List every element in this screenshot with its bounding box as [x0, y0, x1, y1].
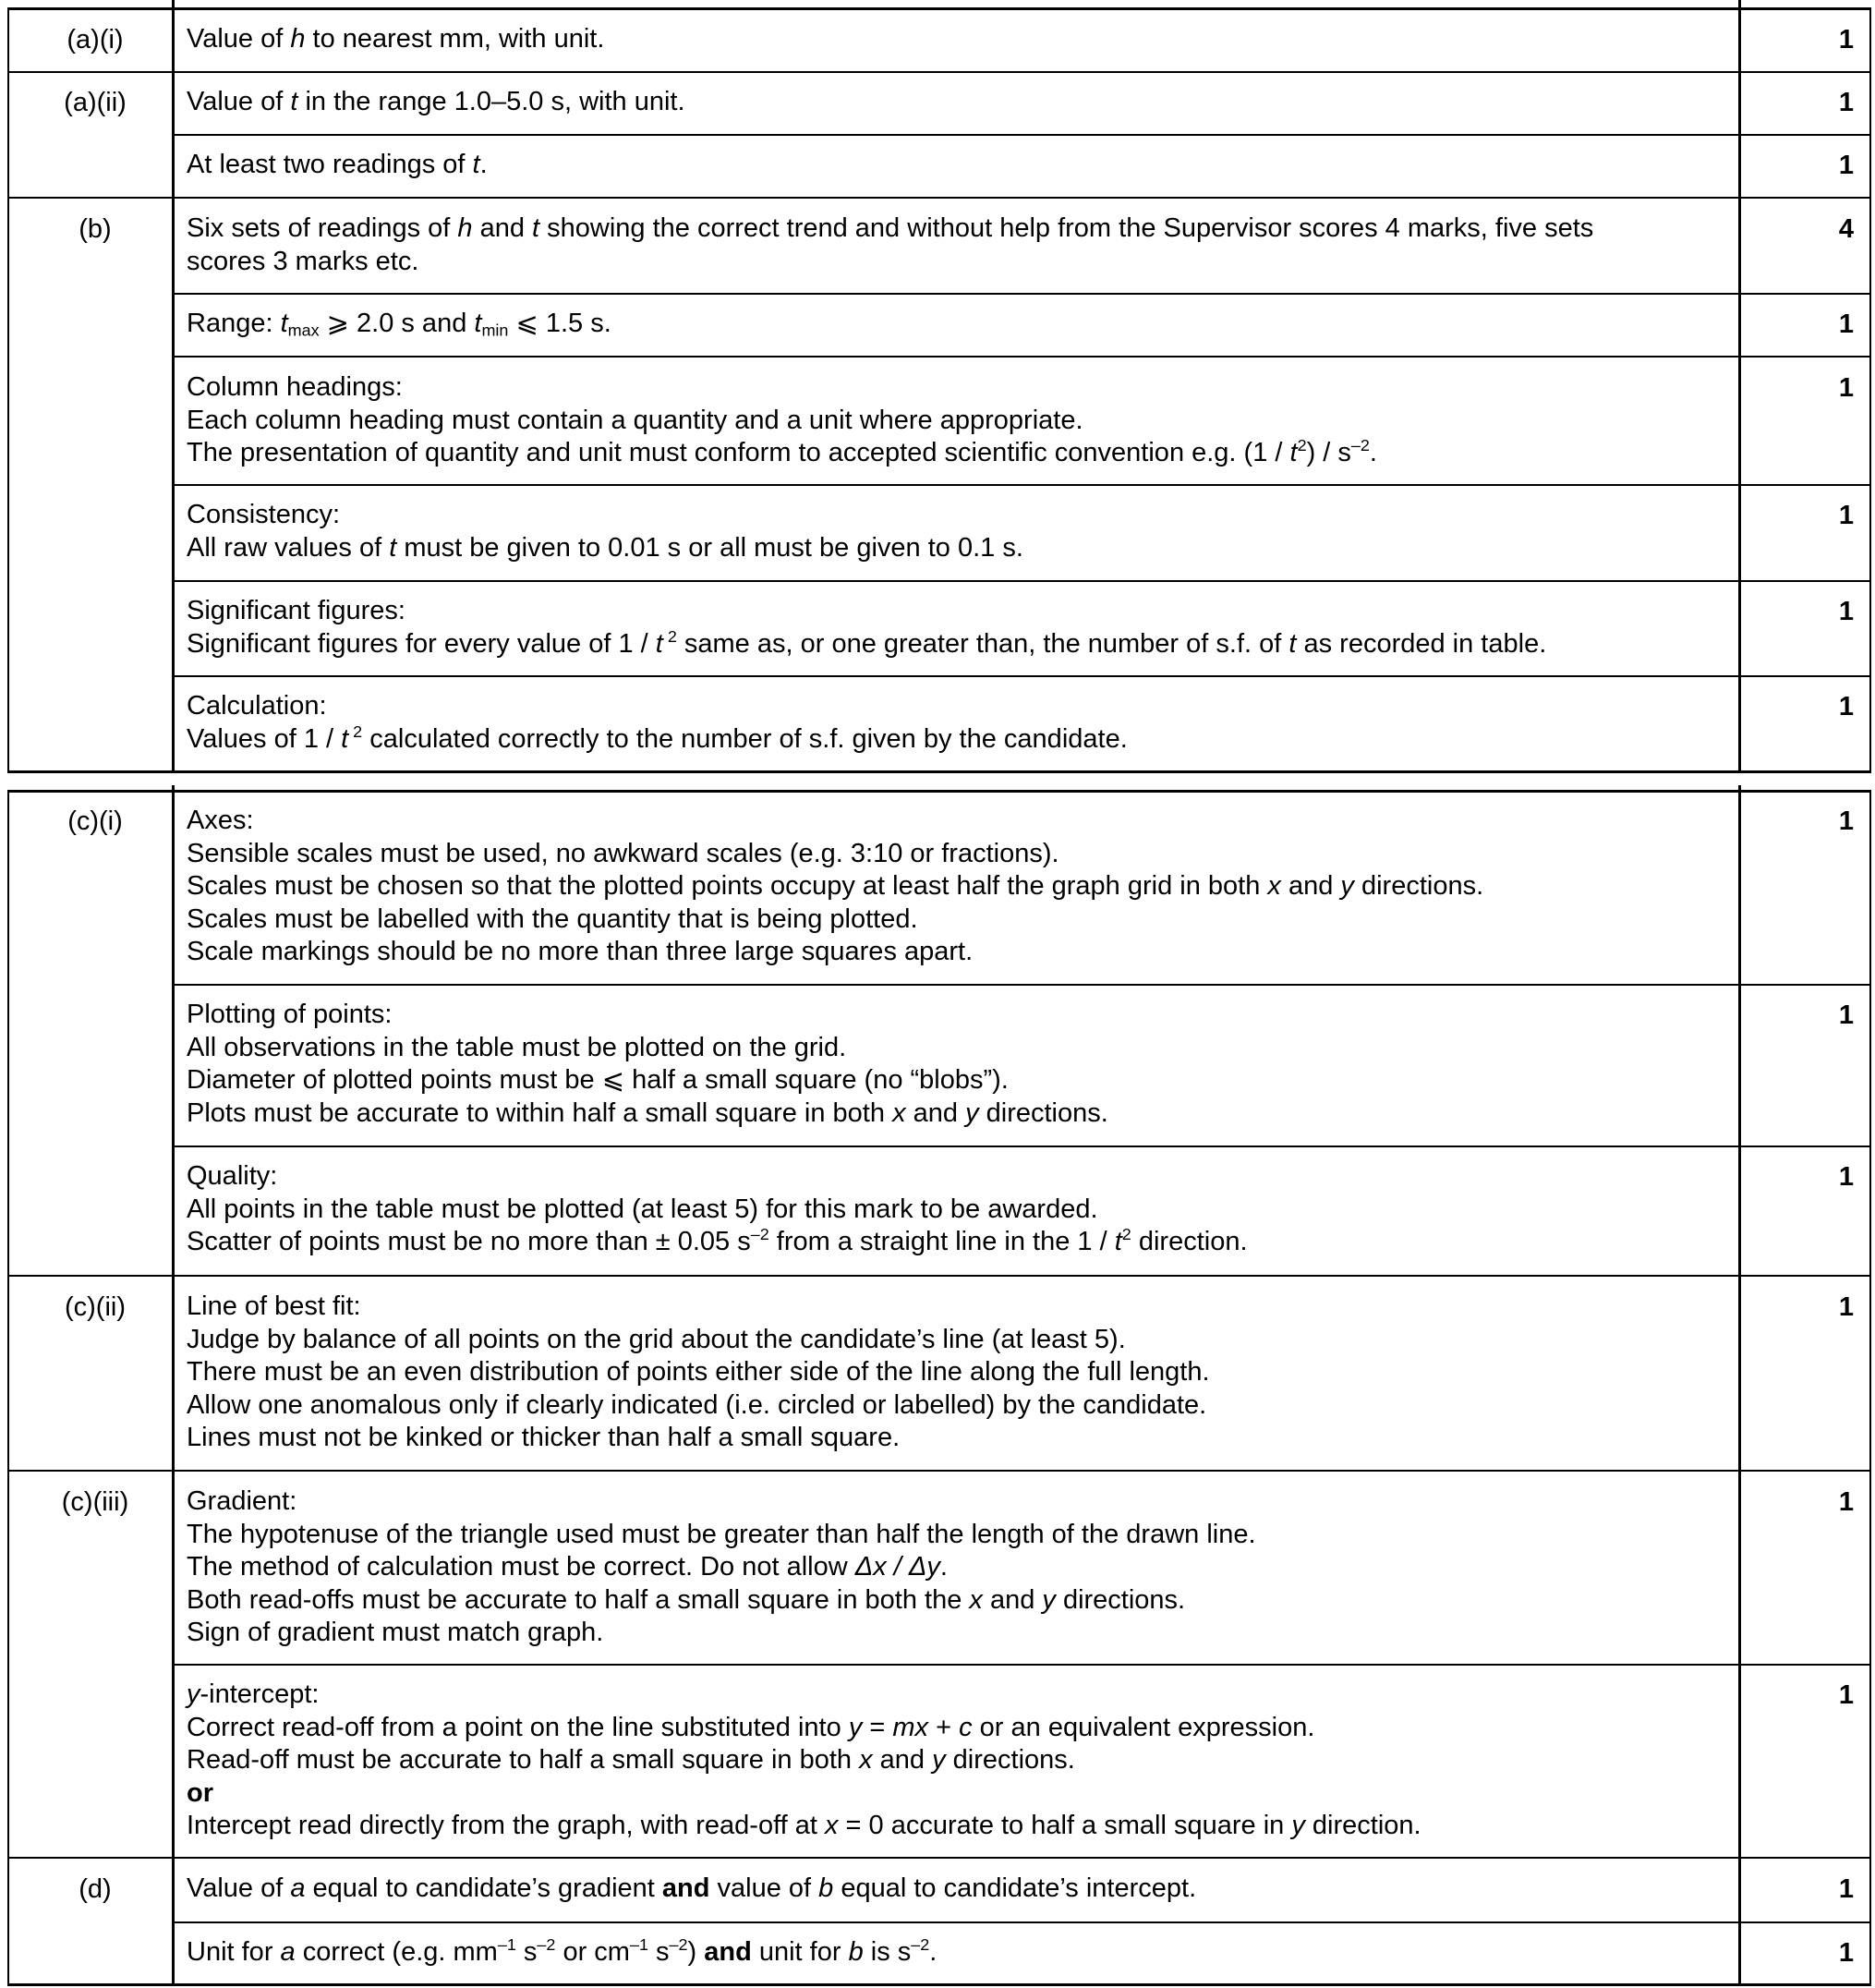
text: ) — [687, 1937, 705, 1967]
text: The presentation of quantity and unit must conform to accepted scientific convention e.g. (1 / — [187, 438, 1290, 467]
text: directions. — [978, 1097, 1108, 1128]
criterion-text — [187, 1291, 1720, 1455]
text: direction. — [1304, 1811, 1421, 1840]
rule — [7, 1470, 1871, 1472]
text: Significant figures for every value of 1 / — [187, 628, 656, 659]
text-line: Significant figures: — [187, 596, 405, 625]
text: Scatter of points must be no more than ± 0.05 s — [187, 1227, 751, 1256]
text: a — [280, 1937, 296, 1967]
mark-value: 1 — [1838, 1680, 1854, 1710]
text: –2 — [911, 1935, 930, 1955]
text: y — [932, 1745, 946, 1775]
text: b — [818, 1873, 834, 1903]
mark-value: 1 — [1838, 1292, 1854, 1322]
text-line — [187, 1097, 1720, 1131]
text: and — [905, 1097, 966, 1128]
criterion-text — [187, 805, 1720, 969]
criterion-text — [187, 1873, 1720, 1906]
rule — [174, 1921, 1871, 1923]
text: Δx / Δy — [854, 1552, 940, 1582]
text: + — [928, 1712, 960, 1742]
text: correct (e.g. mm — [295, 1937, 498, 1967]
criterion-text — [187, 212, 1720, 278]
text: or an equivalent expression. — [972, 1712, 1315, 1742]
rule — [174, 1664, 1871, 1666]
text: s — [647, 1937, 670, 1967]
text: t — [341, 723, 349, 754]
mark-value: 1 — [1838, 309, 1854, 339]
text: and — [982, 1584, 1043, 1615]
text: Scales must be chosen so that the plotted points occupy at least half the graph grid in both — [187, 871, 1268, 901]
text: directions. — [1055, 1584, 1186, 1615]
text: or — [187, 1777, 213, 1808]
mark-value: 4 — [1838, 214, 1854, 244]
mark-value: 1 — [1838, 25, 1854, 55]
text-line — [187, 1777, 1720, 1811]
text: c — [959, 1712, 973, 1742]
question-label: (a)(ii) — [64, 88, 127, 117]
text: from a straight line in the 1 / — [768, 1227, 1115, 1256]
mark-value: 1 — [1838, 692, 1854, 721]
rule — [174, 1146, 1871, 1147]
text-line: Calculation: — [187, 691, 327, 721]
rule — [7, 790, 1871, 793]
text: h — [290, 24, 306, 54]
rule — [7, 1275, 1871, 1277]
rule — [172, 785, 175, 1986]
rule — [7, 790, 9, 1986]
text-line: Lines must not be kinked or thicker than half a small square. — [187, 1423, 901, 1452]
text: -intercept: — [200, 1679, 320, 1709]
criterion-text — [187, 149, 1720, 182]
text: t — [290, 87, 298, 116]
text: y — [848, 1712, 863, 1742]
text-line: scores 3 marks etc. — [187, 246, 419, 276]
text: is s — [863, 1937, 912, 1967]
text-line: Column headings: — [187, 372, 403, 402]
text: unit for — [751, 1937, 849, 1967]
text: ⩽ 1.5 s. — [508, 309, 611, 338]
rule — [174, 134, 1871, 136]
rule — [1869, 790, 1871, 1986]
text-line — [187, 1226, 1720, 1259]
rule — [1738, 785, 1741, 1986]
text: –2 — [537, 1935, 556, 1955]
text: At least two readings of — [187, 150, 473, 179]
text-line — [187, 1744, 1720, 1777]
mark-value: 1 — [1838, 1874, 1854, 1904]
mark-value: 1 — [1838, 1487, 1854, 1517]
rule — [7, 7, 1871, 10]
text: x — [859, 1745, 873, 1775]
text-line: Gradient: — [187, 1486, 297, 1516]
criterion-text — [187, 1485, 1720, 1650]
text: –1 — [497, 1935, 516, 1955]
text: Values of 1 / — [187, 723, 342, 754]
text-line: Line of best fit: — [187, 1291, 361, 1321]
text: a — [290, 1873, 306, 1903]
text: and — [661, 1873, 710, 1903]
mark-value: 1 — [1838, 151, 1854, 180]
question-label: (b) — [79, 214, 112, 244]
text: = — [862, 1712, 893, 1742]
criterion-text — [187, 1936, 1720, 1970]
rule — [1869, 7, 1871, 772]
text-line: Consistency: — [187, 500, 341, 529]
text: 2 — [1121, 1225, 1131, 1244]
text: equal to candidate’s intercept. — [833, 1873, 1197, 1903]
text: and — [472, 213, 533, 243]
rule — [1738, 0, 1741, 772]
question-label: (c)(ii) — [64, 1292, 126, 1322]
text: b — [848, 1937, 864, 1967]
text: and — [1280, 871, 1341, 901]
text-line: Sign of gradient must match graph. — [187, 1618, 604, 1647]
text-line — [187, 1679, 1720, 1712]
text: Both read-offs must be accurate to half a small square in both the — [187, 1584, 970, 1615]
text: = 0 accurate to half a small square in — [838, 1811, 1292, 1840]
text: must be given to 0.01 s or all must be given to 0.1 s. — [396, 532, 1023, 563]
criterion-text — [187, 595, 1720, 661]
mark-value: 1 — [1838, 373, 1854, 403]
text: y — [1291, 1811, 1305, 1840]
text: same as, or one greater than, the number of s.f. of — [676, 628, 1289, 659]
text: t — [389, 532, 397, 563]
criterion-text — [187, 999, 1720, 1130]
criterion-text — [187, 23, 1720, 56]
text: . — [479, 150, 488, 179]
text: –1 — [629, 1935, 648, 1955]
text: Unit for — [187, 1937, 281, 1967]
text: Value of — [187, 87, 291, 116]
criterion-text — [187, 1160, 1720, 1259]
criterion-text — [187, 1679, 1720, 1843]
text-line: Diameter of plotted points must be ⩽ half a small square (no “blobs”). — [187, 1065, 1009, 1095]
mark-value: 1 — [1838, 806, 1854, 836]
mark-value: 1 — [1838, 1938, 1854, 1968]
text: equal to candidate’s gradient — [305, 1873, 662, 1903]
rule — [174, 293, 1871, 295]
text: y — [965, 1097, 979, 1128]
text-line — [187, 723, 1720, 757]
text-line: All observations in the table must be plotted on the grid. — [187, 1032, 847, 1062]
text: 2 — [348, 721, 363, 741]
text: min — [481, 321, 509, 340]
text: All raw values of — [187, 532, 390, 563]
rule — [7, 1857, 1871, 1859]
text: directions. — [1353, 871, 1484, 901]
mark-value: 1 — [1838, 88, 1854, 117]
question-label: (c)(i) — [67, 806, 123, 836]
text: value of — [709, 1873, 819, 1903]
text-line — [187, 212, 1720, 246]
text: t — [532, 213, 540, 243]
rule — [7, 1983, 1871, 1986]
text: Range: — [187, 309, 281, 338]
text: showing the correct trend and without help from the Supervisor scores 4 marks, five sets — [539, 213, 1594, 243]
mark-value: 1 — [1838, 501, 1854, 530]
text: as recorded in table. — [1296, 628, 1547, 659]
text: x — [1267, 871, 1281, 901]
rule — [174, 984, 1871, 986]
rule — [7, 7, 9, 772]
text-line — [187, 1584, 1720, 1618]
text-line: Each column heading must contain a quantity and a unit where appropriate. — [187, 405, 1083, 435]
rule — [7, 197, 1871, 199]
criterion-text — [187, 371, 1720, 470]
text: –2 — [750, 1225, 769, 1244]
text-line — [187, 1712, 1720, 1745]
text: and — [872, 1745, 933, 1775]
text: max — [287, 321, 320, 340]
text: ⩾ 2.0 s and — [319, 309, 475, 338]
mark-value: 1 — [1838, 597, 1854, 626]
text: ) / s — [1306, 438, 1351, 467]
text: The method of calculation must be correct. Do not allow — [187, 1552, 855, 1582]
text-line — [187, 870, 1720, 903]
text-line: There must be an even distribution of points either side of the line along the full length. — [187, 1357, 1210, 1387]
text-line — [187, 1551, 1720, 1584]
text-line: Plotting of points: — [187, 1000, 393, 1029]
text-line: Quality: — [187, 1161, 278, 1191]
text: directions. — [945, 1745, 1075, 1775]
text: Value of — [187, 1873, 291, 1903]
text: t — [1288, 628, 1297, 659]
text: mx — [892, 1712, 929, 1742]
text-line: Axes: — [187, 806, 254, 835]
text-line — [187, 1810, 1720, 1843]
text-line — [187, 437, 1720, 470]
text: x — [824, 1811, 839, 1840]
text: –2 — [669, 1935, 688, 1955]
text: y — [1042, 1584, 1056, 1615]
text: Value of — [187, 24, 291, 54]
text-line: Sensible scales must be used, no awkward scales (e.g. 3:10 or fractions). — [187, 838, 1059, 868]
text: –2 — [1350, 436, 1370, 455]
question-label: (a)(i) — [67, 25, 124, 55]
text: t — [1289, 438, 1298, 467]
text: 2 — [662, 626, 677, 646]
text: or cm — [555, 1937, 630, 1967]
text: t — [1114, 1227, 1122, 1256]
rule — [174, 675, 1871, 677]
criterion-text — [187, 308, 1720, 341]
text: in the range 1.0–5.0 s, with unit. — [297, 87, 685, 116]
text: calculated correctly to the number of s.f. given by the candidate. — [362, 723, 1128, 754]
text: . — [929, 1937, 938, 1967]
mark-value: 1 — [1838, 1162, 1854, 1192]
text: x — [892, 1097, 906, 1128]
text: Six sets of readings of — [187, 213, 458, 243]
mark-value: 1 — [1838, 1000, 1854, 1030]
text-line: All points in the table must be plotted (at least 5) for this mark to be awarded. — [187, 1194, 1098, 1224]
text: Correct read-off from a point on the line substituted into — [187, 1712, 849, 1742]
text: Intercept read directly from the graph, with read-off at — [187, 1811, 825, 1840]
text: Read-off must be accurate to half a small square in both — [187, 1745, 860, 1775]
text: 2 — [1297, 436, 1307, 455]
rule — [7, 71, 1871, 73]
text: y — [1340, 871, 1354, 901]
rule — [174, 356, 1871, 358]
text: . — [1369, 438, 1377, 467]
text: t — [655, 628, 663, 659]
text-line: Scale markings should be no more than three large squares apart. — [187, 937, 974, 966]
text: h — [457, 213, 473, 243]
text: t — [474, 309, 482, 338]
text: s — [515, 1937, 538, 1967]
text-line: The hypotenuse of the triangle used must be greater than half the length of the drawn line. — [187, 1519, 1256, 1549]
text: to nearest mm, with unit. — [305, 24, 605, 54]
rule — [7, 770, 1871, 773]
rule — [174, 580, 1871, 582]
text: direction. — [1131, 1227, 1248, 1256]
text: y — [187, 1679, 200, 1709]
text: Plots must be accurate to within half a small square in both — [187, 1097, 893, 1128]
text-line: Allow one anomalous only if clearly indicated (i.e. circled or labelled) by the candidate. — [187, 1389, 1207, 1420]
text: t — [472, 150, 480, 179]
question-label: (d) — [79, 1874, 112, 1904]
text: x — [969, 1584, 983, 1615]
text-line: Judge by balance of all points on the grid about the candidate’s line (at least 5). — [187, 1324, 1126, 1354]
criterion-text — [187, 690, 1720, 756]
text-line — [187, 628, 1720, 661]
question-label: (c)(iii) — [61, 1487, 129, 1517]
rule — [174, 484, 1871, 486]
text: and — [704, 1937, 752, 1967]
text: . — [939, 1552, 948, 1582]
text-line: Scales must be labelled with the quantity that is being plotted. — [187, 903, 918, 934]
criterion-text — [187, 86, 1720, 119]
text: t — [280, 309, 288, 338]
text-line — [187, 532, 1720, 565]
criterion-text — [187, 499, 1720, 564]
